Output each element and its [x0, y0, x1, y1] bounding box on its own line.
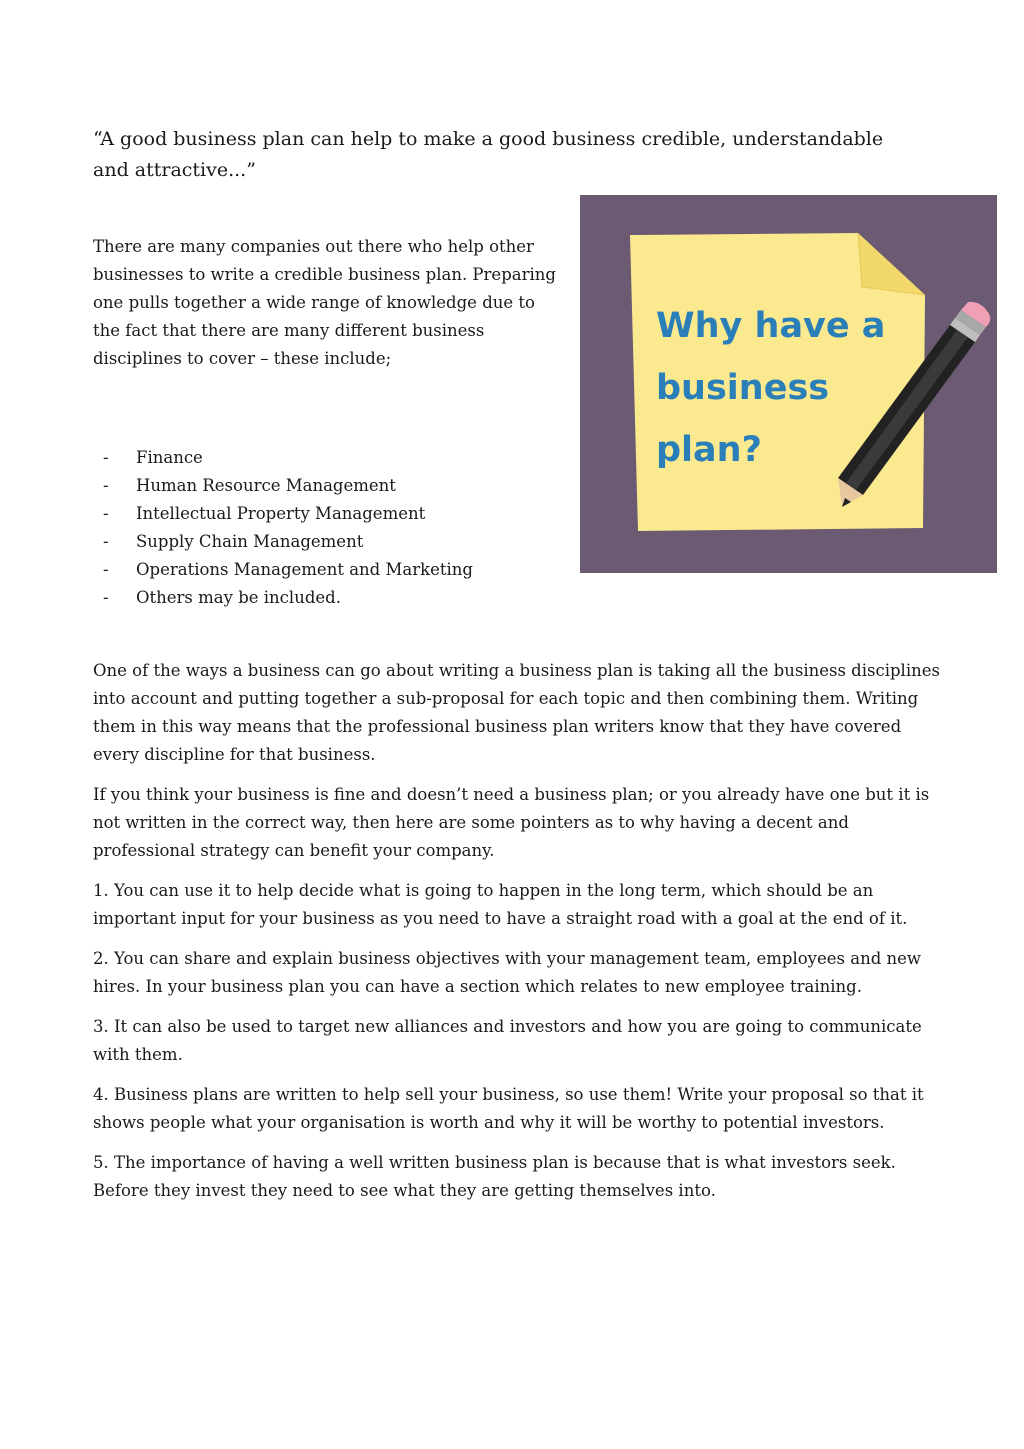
business-plan-illustration: [580, 195, 997, 573]
body-paragraph: 3. It can also be used to target new alliances and investors and how you are going to communicate with them.: [93, 1017, 922, 1064]
list-marker: -: [103, 448, 109, 467]
opening-quote: “A good business plan can help to make a good business credible, understandable and attractive...”: [93, 128, 884, 181]
list-item-text: Supply Chain Management: [136, 532, 364, 551]
disciplines-list: [93, 444, 563, 612]
list-item: [93, 584, 563, 612]
note-title-line-2: business: [656, 368, 830, 408]
body-paragraph: 4. Business plans are written to help sell your business, so use them! Write your proposal so that it shows people what your organisation is worth and why it will be worthy to potential investors.: [93, 1085, 924, 1132]
list-marker: -: [103, 504, 109, 523]
list-item: [93, 500, 563, 528]
list-marker: -: [103, 532, 109, 551]
list-item-text: Others may be included.: [136, 588, 341, 607]
list-marker: -: [103, 476, 109, 495]
body-paragraph: 5. The importance of having a well written business plan is because that is what investors seek. Before they invest they need to see what they are getting themselves into.: [93, 1153, 896, 1200]
list-item: [93, 472, 563, 500]
body-text: [93, 657, 943, 1205]
intro-paragraph: There are many companies out there who help other businesses to write a credible business plan. Preparing one pulls together a wide range of knowledge due to the fact that there are many different business disciplines to cover – these include;: [93, 237, 556, 368]
list-item-text: Finance: [136, 448, 203, 467]
list-item-text: Human Resource Management: [136, 476, 396, 495]
body-paragraph: One of the ways a business can go about writing a business plan is taking all the business disciplines into account and putting together a sub-proposal for each topic and then combining them. Writing them in this way means that the professional business plan writers know that they have covered every discipline for that business.: [93, 661, 940, 764]
list-item: [93, 556, 563, 584]
body-paragraph: If you think your business is fine and doesn’t need a business plan; or you already have one but it is not written in the correct way, then here are some pointers as to why having a decent and professional strategy can benefit your company.: [93, 785, 930, 860]
body-paragraph: 2. You can share and explain business objectives with your management team, employees and new hires. In your business plan you can have a section which relates to new employee training.: [93, 949, 922, 996]
list-marker: -: [103, 588, 109, 607]
note-title-line-1: Why have a: [656, 306, 886, 346]
list-item-text: Intellectual Property Management: [136, 504, 426, 523]
list-item: [93, 528, 563, 556]
list-marker: -: [103, 560, 109, 579]
list-item: [93, 444, 563, 472]
body-paragraph: 1. You can use it to help decide what is going to happen in the long term, which should be an important input for your business as you need to have a straight road with a goal at the end of it.: [93, 881, 908, 928]
list-item-text: Operations Management and Marketing: [136, 560, 473, 579]
note-title-line-3: plan?: [656, 430, 762, 470]
